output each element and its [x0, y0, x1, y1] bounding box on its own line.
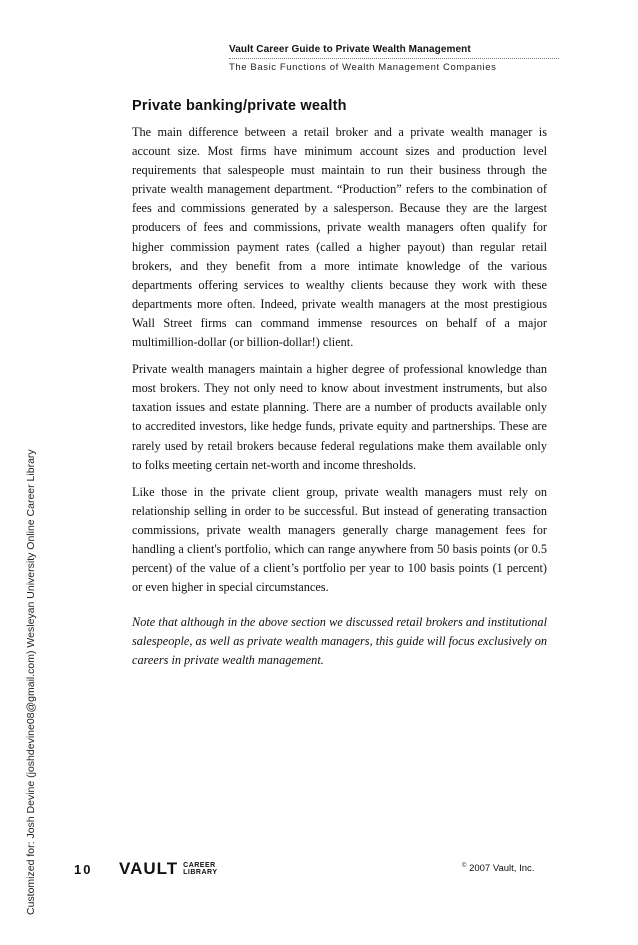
note-paragraph: Note that although in the above section we discussed retail brokers and institutional salespeople, as well as private wealth managers, this guide will focus exclusively on careers in private wealth management. [132, 615, 547, 668]
section-title: Private banking/private wealth [132, 98, 347, 114]
vault-logo [119, 859, 218, 879]
logo-library-text [183, 862, 217, 876]
logo-library-line: LIBRARY [183, 869, 218, 876]
header-divider [229, 58, 559, 59]
paragraph-2: Private wealth managers maintain a higher degree of professional knowledge than most brokers. They not only need to know about investment instruments, but also taxation issues and estate planning. There are a number of products available only to accredited investors, like hedge funds, private equity and partnerships. These are rarely used by retail brokers because federal regulations make them available only to folks meeting certain net-worth and income thresholds. [132, 362, 547, 472]
customization-note: Customized for: Josh Devine (joshdevine08@gmail.com) Wesleyan University Online Career Library [25, 449, 37, 915]
paragraph-1: The main difference between a retail broker and a private wealth manager is account size. Most firms have minimum account sizes and production level requirements that salespeople must maintain to run their business through the private wealth management department. “Production” refers to the combination of fees and commissions generated by a salesperson. Because they are the largest producers of fees and commissions, private wealth managers often qualify for higher commission payment rates (called a higher payout) than regular retail brokers, and they benefit from a more intimate knowledge of the various departments offering services to wealthy clients because they work with these departments more often. Indeed, private wealth managers at the most prestigious Wall Street firms can command immense resources on behalf of a major multimillion-dollar (or billion-dollar!) client. [132, 125, 547, 350]
main-content [132, 98, 547, 679]
page-number: 10 [74, 862, 93, 877]
copyright-icon: © [462, 863, 467, 869]
copyright-text: 2007 Vault, Inc. [469, 863, 535, 875]
header-subtitle: The Basic Functions of Wealth Management Companies [229, 62, 497, 73]
logo-career-line: CAREER [183, 862, 216, 869]
copyright [462, 863, 534, 874]
running-header [229, 44, 559, 73]
header-title: Vault Career Guide to Private Wealth Management [229, 44, 471, 55]
logo-vault-text: VAULT [119, 859, 179, 878]
paragraph-3: Like those in the private client group, private wealth managers must rely on relationship selling in order to be successful. But instead of generating transaction commissions, private wealth managers generally charge management fees for handling a client's portfolio, which can range anywhere from 50 basis points (or 0.5 percent) of the value of a client’s portfolio per year to 100 basis points (1 percent) or even higher in special circumstances. [132, 484, 547, 595]
